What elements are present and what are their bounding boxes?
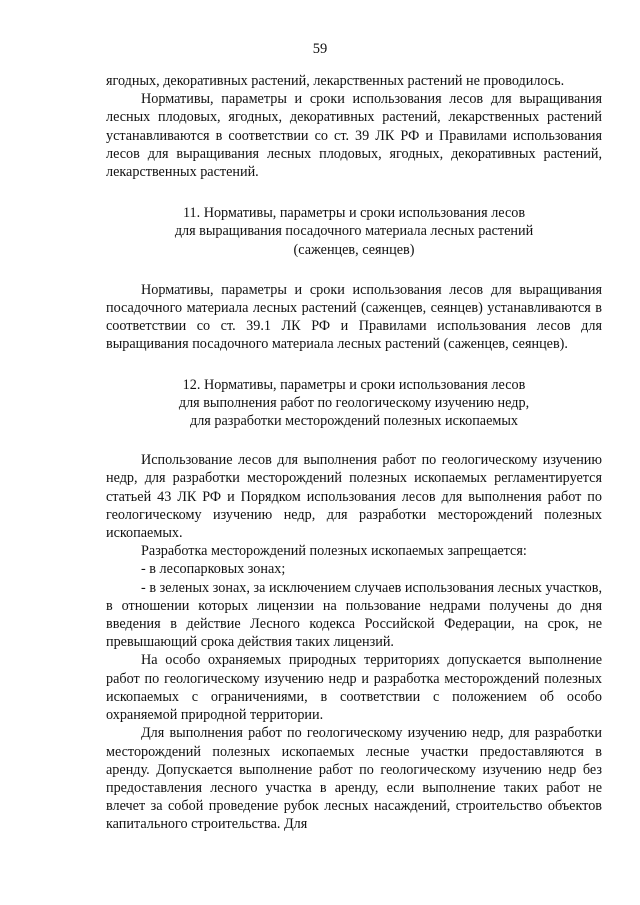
section-12-heading bbox=[106, 376, 602, 431]
section-11-heading-line: 11. Нормативы, параметры и сроки использования лесов bbox=[182, 205, 526, 222]
section-12-paragraph-prohibited: Разработка месторождений полезных ископаемых запрещается: bbox=[141, 543, 527, 560]
section-11-paragraph: Нормативы, параметры и сроки использования лесов для выращивания посадочного материала лесных растений (саженцев, сеянцев) устанавливаются в соответствии со ст. 39.1 ЛК РФ и Правилами использования лесов для выращивания посадочного материала лесных растений (саженцев, сеянцев). bbox=[106, 281, 602, 353]
section-11-heading-line: (саженцев, сеянцев) bbox=[293, 241, 415, 258]
section-12-heading-line: 12. Нормативы, параметры и сроки использования лесов bbox=[182, 376, 526, 393]
document-body bbox=[106, 72, 602, 834]
section-11-heading-line: для выращивания посадочного материала лесных растений bbox=[174, 223, 534, 240]
list-item: - в лесопарковых зонах; bbox=[141, 561, 286, 578]
spacer bbox=[106, 430, 602, 451]
section-12-paragraph-protected: На особо охраняемых природных территориях допускается выполнение работ по геологическому изучению недр и разработка месторождений полезных ископаемых с ограничениями, в соответствии с положением об особо охраняемой природной территории. bbox=[106, 652, 602, 724]
spacer bbox=[106, 181, 602, 204]
intro-paragraph-norms: Нормативы, параметры и сроки использования лесов для выращивания лесных плодовых, ягодных, декоративных растений, лекарственных растений устанавливаются в соответствии со ст. 39 ЛК РФ и Правилами использования лесов для выращивания лесных плодовых, ягодных, декоративных растений, лекарственных растений. bbox=[106, 91, 602, 181]
spacer bbox=[106, 354, 602, 376]
list-item: - в зеленых зонах, за исключением случаев использования лесных участков, в отношении которых лицензии на пользование недрами получены до дня введения в действие Лесного кодекса Российской Федерации, на срок, не превышающий срока действия таких лицензий. bbox=[106, 579, 602, 651]
section-11-heading bbox=[106, 204, 602, 259]
intro-paragraph-continuation: ягодных, декоративных растений, лекарственных растений не проводилось. bbox=[106, 73, 565, 89]
section-12-paragraph-usage: Использование лесов для выполнения работ по геологическому изучению недр, для разработки месторождений полезных ископаемых регламентируется статьей 43 ЛК РФ и Порядком использования лесов для выполнения работ по геологическому изучению недр, для разработки месторождений полезных ископаемых. bbox=[106, 452, 602, 542]
section-12-heading-line: для разработки месторождений полезных ископаемых bbox=[190, 413, 518, 430]
spacer bbox=[106, 259, 602, 281]
section-12-paragraph-lease: Для выполнения работ по геологическому изучению недр, для разработки месторождений полезных ископаемых лесные участки предоставляются в аренду. Допускается выполнение работ по геологическому изучению недр без предоставления лесного участка в аренду, если выполнение таких работ не влечет за собой проведение рубок лесных насаждений, строительство объектов капитального строительства. Для bbox=[106, 725, 602, 833]
page-number: 59 bbox=[312, 41, 328, 57]
section-12-heading-line: для выполнения работ по геологическому изучению недр, bbox=[178, 394, 530, 411]
